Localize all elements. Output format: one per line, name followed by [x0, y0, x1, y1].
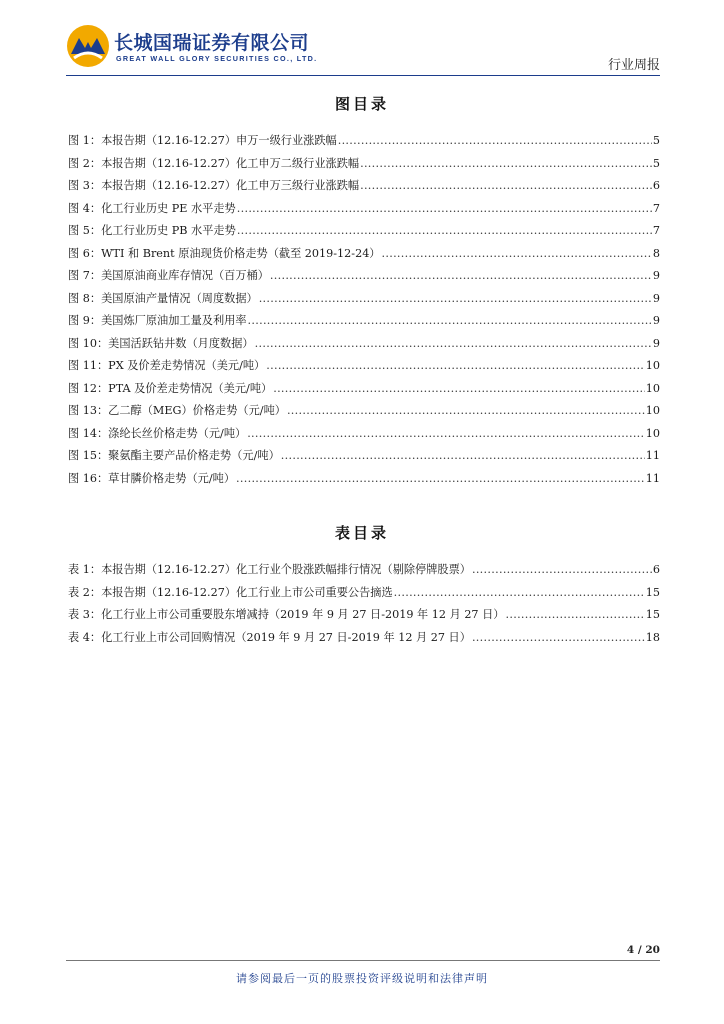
company-name-en: GREAT WALL GLORY SECURITIES CO., LTD. [116, 54, 318, 63]
toc-entry-page: 6 [652, 563, 660, 576]
dot-leader [236, 472, 645, 485]
toc-entry-page: 15 [645, 585, 660, 599]
toc-entry-label: 表 4： [68, 630, 102, 644]
toc-entry-label: 图 3： [68, 179, 102, 192]
toc-entry-label: 图 16： [68, 471, 109, 485]
figure-toc-entry[interactable] [68, 380, 660, 403]
toc-entry-title: 美国炼厂原油加工量及利用率 [101, 314, 247, 327]
toc-entry-page: 9 [652, 269, 660, 282]
toc-entry-label: 图 1： [68, 134, 102, 147]
table-toc-entry[interactable] [68, 629, 660, 652]
toc-entry-title: 本报告期（12.16-12.27）化工行业个股涨跌幅排行情况（剔除停牌股票） [101, 563, 471, 576]
toc-entry-label: 图 6： [68, 246, 102, 260]
figure-toc-entry[interactable] [68, 132, 660, 155]
toc-entry-page: 10 [645, 359, 660, 372]
toc-entry-page: 9 [652, 336, 660, 350]
toc-entry-page: 9 [652, 291, 660, 305]
toc-entry-page: 15 [645, 608, 660, 621]
toc-entry-label: 图 15： [68, 449, 109, 462]
dot-leader [472, 563, 652, 576]
dot-leader [338, 134, 652, 147]
toc-entry-page: 5 [652, 156, 660, 170]
dot-leader [270, 269, 652, 282]
dot-leader [382, 247, 652, 260]
toc-entry-page: 8 [652, 246, 660, 260]
toc-entry-label: 图 8： [68, 291, 102, 305]
figure-toc-entry[interactable] [68, 290, 660, 313]
toc-entry-page: 7 [652, 201, 660, 215]
page-header [0, 0, 724, 78]
toc-entry-title: 美国原油商业库存情况（百万桶） [101, 269, 269, 282]
toc-entry-page: 10 [645, 426, 660, 440]
toc-entry-title: 美国活跃钻井数（月度数据） [108, 336, 254, 350]
dot-leader [248, 314, 652, 327]
toc-entry-label: 表 1： [68, 563, 102, 576]
toc-entry-title: 化工行业历史 PB 水平走势 [101, 224, 236, 237]
dot-leader [394, 586, 645, 599]
footer-divider [66, 960, 660, 961]
toc-entry-page: 9 [652, 314, 660, 327]
toc-entry-label: 表 2： [68, 585, 102, 599]
figure-toc-entry[interactable] [68, 312, 660, 335]
toc-entry-page: 7 [652, 224, 660, 237]
figure-toc-title: 图目录 [334, 95, 389, 113]
legal-disclaimer: 请参阅最后一页的股票投资评级说明和法律声明 [236, 972, 488, 985]
toc-entry-title: 涤纶长丝价格走势（元/吨） [108, 426, 247, 440]
toc-entry-page: 6 [652, 179, 660, 192]
company-name-cn: 长城国瑞证券有限公司 [114, 32, 310, 54]
toc-entry-title: 本报告期（12.16-12.27）化工申万三级行业涨跌幅 [101, 179, 360, 192]
toc-entry-label: 图 9： [68, 314, 102, 327]
figure-toc-entry[interactable] [68, 402, 660, 425]
figure-toc-entry[interactable] [68, 447, 660, 470]
toc-entry-page: 11 [645, 471, 660, 485]
dot-leader [360, 179, 652, 192]
toc-entry-title: 乙二醇（MEG）价格走势（元/吨） [108, 404, 286, 417]
toc-entry-title: 本报告期（12.16-12.27）申万一级行业涨跌幅 [101, 134, 337, 147]
table-toc-list [68, 561, 660, 651]
figure-toc-entry[interactable] [68, 267, 660, 290]
toc-entry-label: 图 2： [68, 156, 102, 170]
page-number: 4 / 20 [626, 944, 660, 956]
report-type: 行业周报 [607, 58, 660, 73]
dot-leader [237, 224, 652, 237]
toc-entry-page: 10 [645, 381, 660, 395]
toc-entry-page: 18 [645, 630, 660, 644]
dot-leader [360, 157, 652, 170]
figure-toc-entry[interactable] [68, 177, 660, 200]
toc-entry-title: 草甘膦价格走势（元/吨） [108, 471, 236, 485]
toc-entry-title: 化工行业历史 PE 水平走势 [101, 201, 236, 215]
dot-leader [247, 427, 645, 440]
toc-entry-title: 化工行业上市公司重要股东增减持（2019 年 9 月 27 日-2019 年 12 月 27 日） [101, 608, 505, 621]
toc-entry-title: 聚氨酯主要产品价格走势（元/吨） [108, 449, 280, 462]
dot-leader [259, 292, 652, 305]
dot-leader [237, 202, 652, 215]
toc-entry-page: 11 [645, 449, 660, 462]
toc-entry-label: 图 14： [68, 426, 109, 440]
toc-entry-title: 本报告期（12.16-12.27）化工申万二级行业涨跌幅 [101, 156, 360, 170]
toc-entry-title: 美国原油产量情况（周度数据） [101, 291, 258, 305]
figure-toc-entry[interactable] [68, 335, 660, 358]
toc-entry-label: 图 11： [68, 359, 109, 372]
toc-entry-label: 图 10： [68, 336, 109, 350]
figure-toc-entry[interactable] [68, 470, 660, 493]
toc-entry-label: 图 7： [68, 269, 102, 282]
table-toc-title: 表目录 [334, 524, 389, 542]
great-wall-glory-logo-icon [66, 24, 110, 68]
dot-leader [266, 359, 645, 372]
figure-toc-entry[interactable] [68, 357, 660, 380]
figure-toc-list [68, 132, 660, 492]
figure-toc-entry[interactable] [68, 245, 660, 268]
table-toc-entry[interactable] [68, 606, 660, 629]
dot-leader [281, 449, 645, 462]
toc-entry-title: 本报告期（12.16-12.27）化工行业上市公司重要公告摘选 [101, 585, 393, 599]
toc-entry-label: 图 12： [68, 381, 109, 395]
figure-toc-entry[interactable] [68, 425, 660, 448]
toc-entry-label: 图 13： [68, 404, 109, 417]
toc-entry-page: 10 [645, 404, 660, 417]
toc-entry-title: PTA 及价差走势情况（美元/吨） [108, 381, 273, 395]
toc-entry-label: 表 3： [68, 608, 102, 621]
dot-leader [273, 382, 645, 395]
toc-entry-label: 图 5： [68, 224, 102, 237]
toc-entry-label: 图 4： [68, 201, 102, 215]
toc-entry-page: 5 [652, 134, 660, 147]
figure-toc-entry[interactable] [68, 222, 660, 245]
figure-toc-entry[interactable] [68, 155, 660, 178]
dot-leader [255, 337, 652, 350]
figure-toc-entry[interactable] [68, 200, 660, 223]
table-toc-entry[interactable] [68, 584, 660, 607]
toc-entry-title: WTI 和 Brent 原油现货价格走势（截至 2019-12-24） [101, 246, 381, 260]
toc-entry-title: 化工行业上市公司回购情况（2019 年 9 月 27 日-2019 年 12 月 27 日） [101, 630, 471, 644]
header-divider [66, 75, 660, 76]
dot-leader [287, 404, 645, 417]
table-toc-entry[interactable] [68, 561, 660, 584]
toc-entry-title: PX 及价差走势情况（美元/吨） [108, 359, 266, 372]
dot-leader [506, 608, 645, 621]
dot-leader [472, 631, 645, 644]
